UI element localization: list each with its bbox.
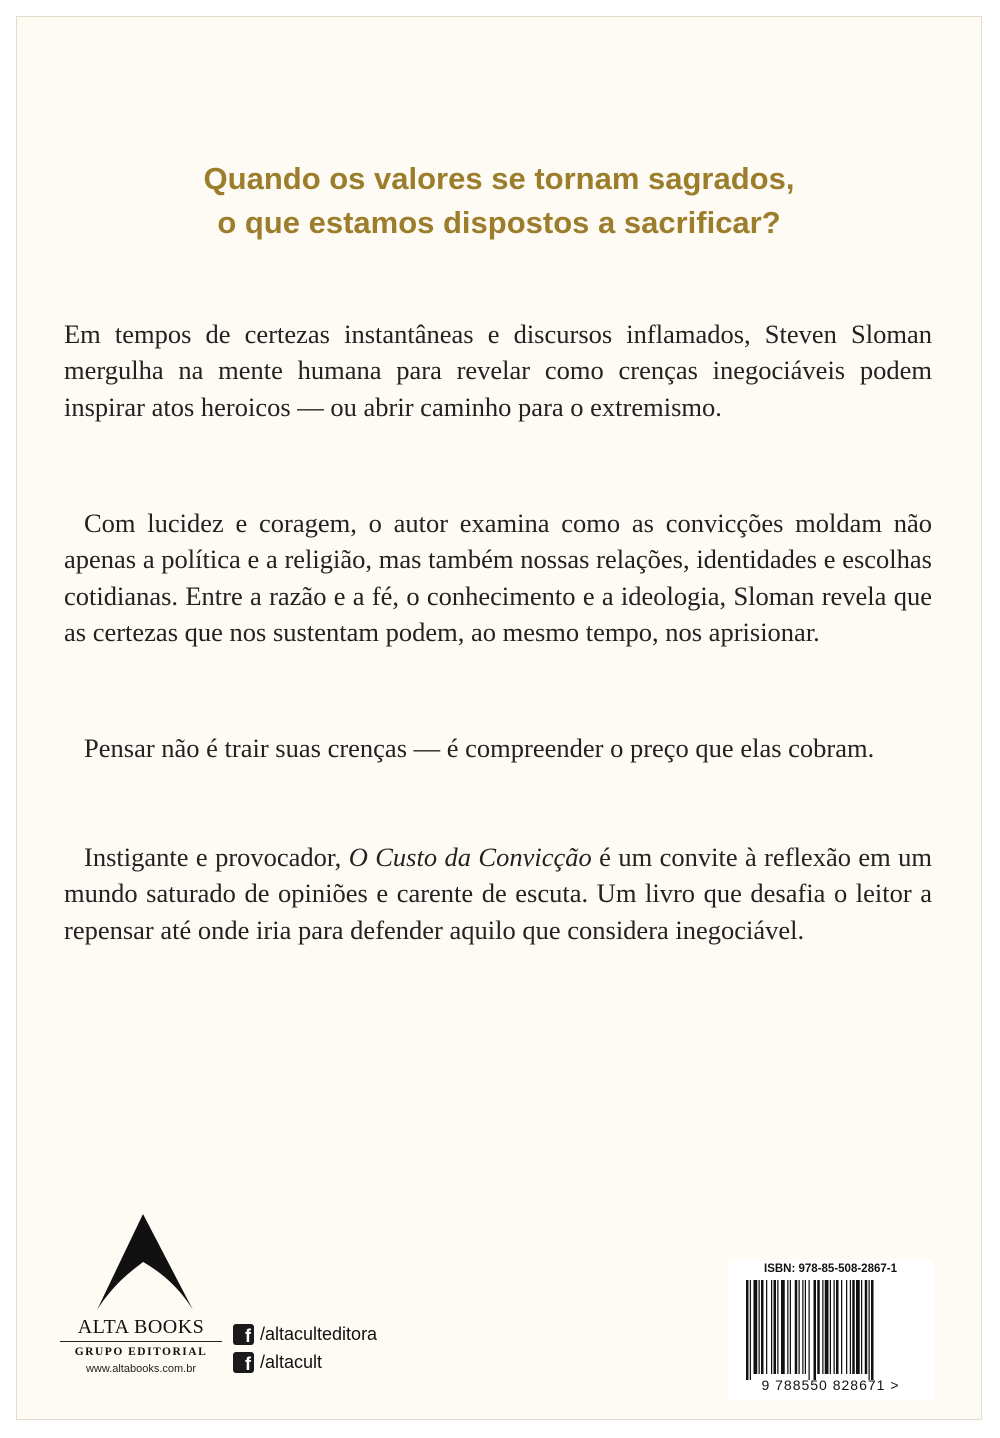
barcode-area bbox=[728, 1260, 933, 1400]
tagline bbox=[17, 157, 981, 245]
barcode-digits: 9 788550 828671 > bbox=[761, 1377, 900, 1393]
paragraph-1: Em tempos de certezas instantâneas e discursos inflamados, Steven Sloman mergulha na mente humana para revelar como crenças inegociáveis podem inspirar atos heroicos — ou abrir caminho para o extremismo. bbox=[64, 319, 932, 422]
publisher-url: www.altabooks.com.br bbox=[85, 1363, 197, 1375]
facebook-icon: f bbox=[233, 1352, 254, 1373]
tagline-line-1: Quando os valores se tornam sagrados, bbox=[203, 161, 795, 196]
barcode-bar bbox=[761, 1280, 764, 1374]
barcode-bar bbox=[822, 1280, 823, 1374]
barcode-bar bbox=[861, 1280, 862, 1374]
barcode-bar bbox=[869, 1280, 870, 1380]
barcode-bar bbox=[834, 1280, 835, 1374]
barcode-bar bbox=[856, 1280, 860, 1374]
barcode-bar bbox=[830, 1280, 831, 1374]
paragraph-4-intro: Instigante e provocador, bbox=[84, 842, 349, 872]
barcode-bar bbox=[814, 1280, 817, 1380]
facebook-handle-1: /altaculteditora bbox=[260, 1324, 378, 1344]
barcode-bar bbox=[750, 1280, 751, 1380]
barcode-bar bbox=[841, 1280, 842, 1374]
barcode-bar bbox=[746, 1280, 749, 1380]
book-title: O Custo da Convicção bbox=[348, 842, 592, 872]
barcode-bar bbox=[805, 1280, 806, 1374]
barcode-bar bbox=[759, 1280, 760, 1374]
barcode-bar bbox=[771, 1280, 772, 1374]
barcode-bar bbox=[809, 1280, 810, 1380]
barcode-icon bbox=[746, 1280, 916, 1380]
barcode-bar bbox=[846, 1280, 847, 1374]
barcode-bar bbox=[802, 1280, 803, 1374]
back-cover bbox=[16, 16, 982, 1420]
barcode-bar bbox=[871, 1280, 874, 1380]
paragraph-4 bbox=[64, 839, 932, 948]
publisher-group: GRUPO EDITORIAL bbox=[74, 1346, 208, 1358]
social-facebook-2 bbox=[233, 1352, 322, 1373]
paragraph-4-rest: é um convite à reflexão em um mundo saturado de opiniões e carente de escuta. Um livro que desafia o leitor a repensar até onde iria para defender aquilo que considera inegociável. bbox=[64, 842, 933, 945]
barcode-bar bbox=[777, 1280, 778, 1374]
barcode-bar bbox=[852, 1280, 855, 1374]
facebook-handle-2: /altacult bbox=[260, 1352, 323, 1372]
tagline-line-2: o que estamos dispostos a sacrificar? bbox=[217, 205, 781, 240]
paragraph-3: Pensar não é trair suas crenças — é compreender o preço que elas cobram. bbox=[84, 733, 875, 763]
barcode-bar bbox=[766, 1280, 767, 1374]
barcode-bar bbox=[754, 1280, 758, 1374]
barcode-bar bbox=[787, 1280, 788, 1374]
publisher-name: ALTA BOOKS bbox=[60, 1316, 222, 1342]
barcode-bar bbox=[836, 1280, 839, 1374]
barcode-bar bbox=[817, 1280, 820, 1374]
social-facebook-1 bbox=[233, 1324, 377, 1345]
barcode-bar bbox=[781, 1280, 785, 1374]
barcode-bar bbox=[850, 1280, 851, 1374]
facebook-icon: f bbox=[233, 1324, 254, 1345]
isbn-label: ISBN: 978-85-508-2867-1 bbox=[764, 1263, 897, 1275]
barcode-bar bbox=[790, 1280, 791, 1374]
barcode-bar bbox=[795, 1280, 798, 1374]
barcode-bar bbox=[799, 1280, 800, 1374]
barcode-bar bbox=[825, 1280, 829, 1374]
barcode-bar bbox=[774, 1280, 777, 1374]
paragraph-2: Com lucidez e coragem, o autor examina como as convicções moldam não apenas a política e a religião, mas também nossas relações, identidades e escolhas cotidianas. Entre a razão e a fé, o conhecimento e a ideologia, Sloman revela que as certezas que nos sustentam podem, ao mesmo tempo, nos aprisionar. bbox=[64, 508, 932, 647]
alta-books-logo-icon bbox=[95, 1212, 195, 1312]
barcode-bar bbox=[865, 1280, 868, 1374]
